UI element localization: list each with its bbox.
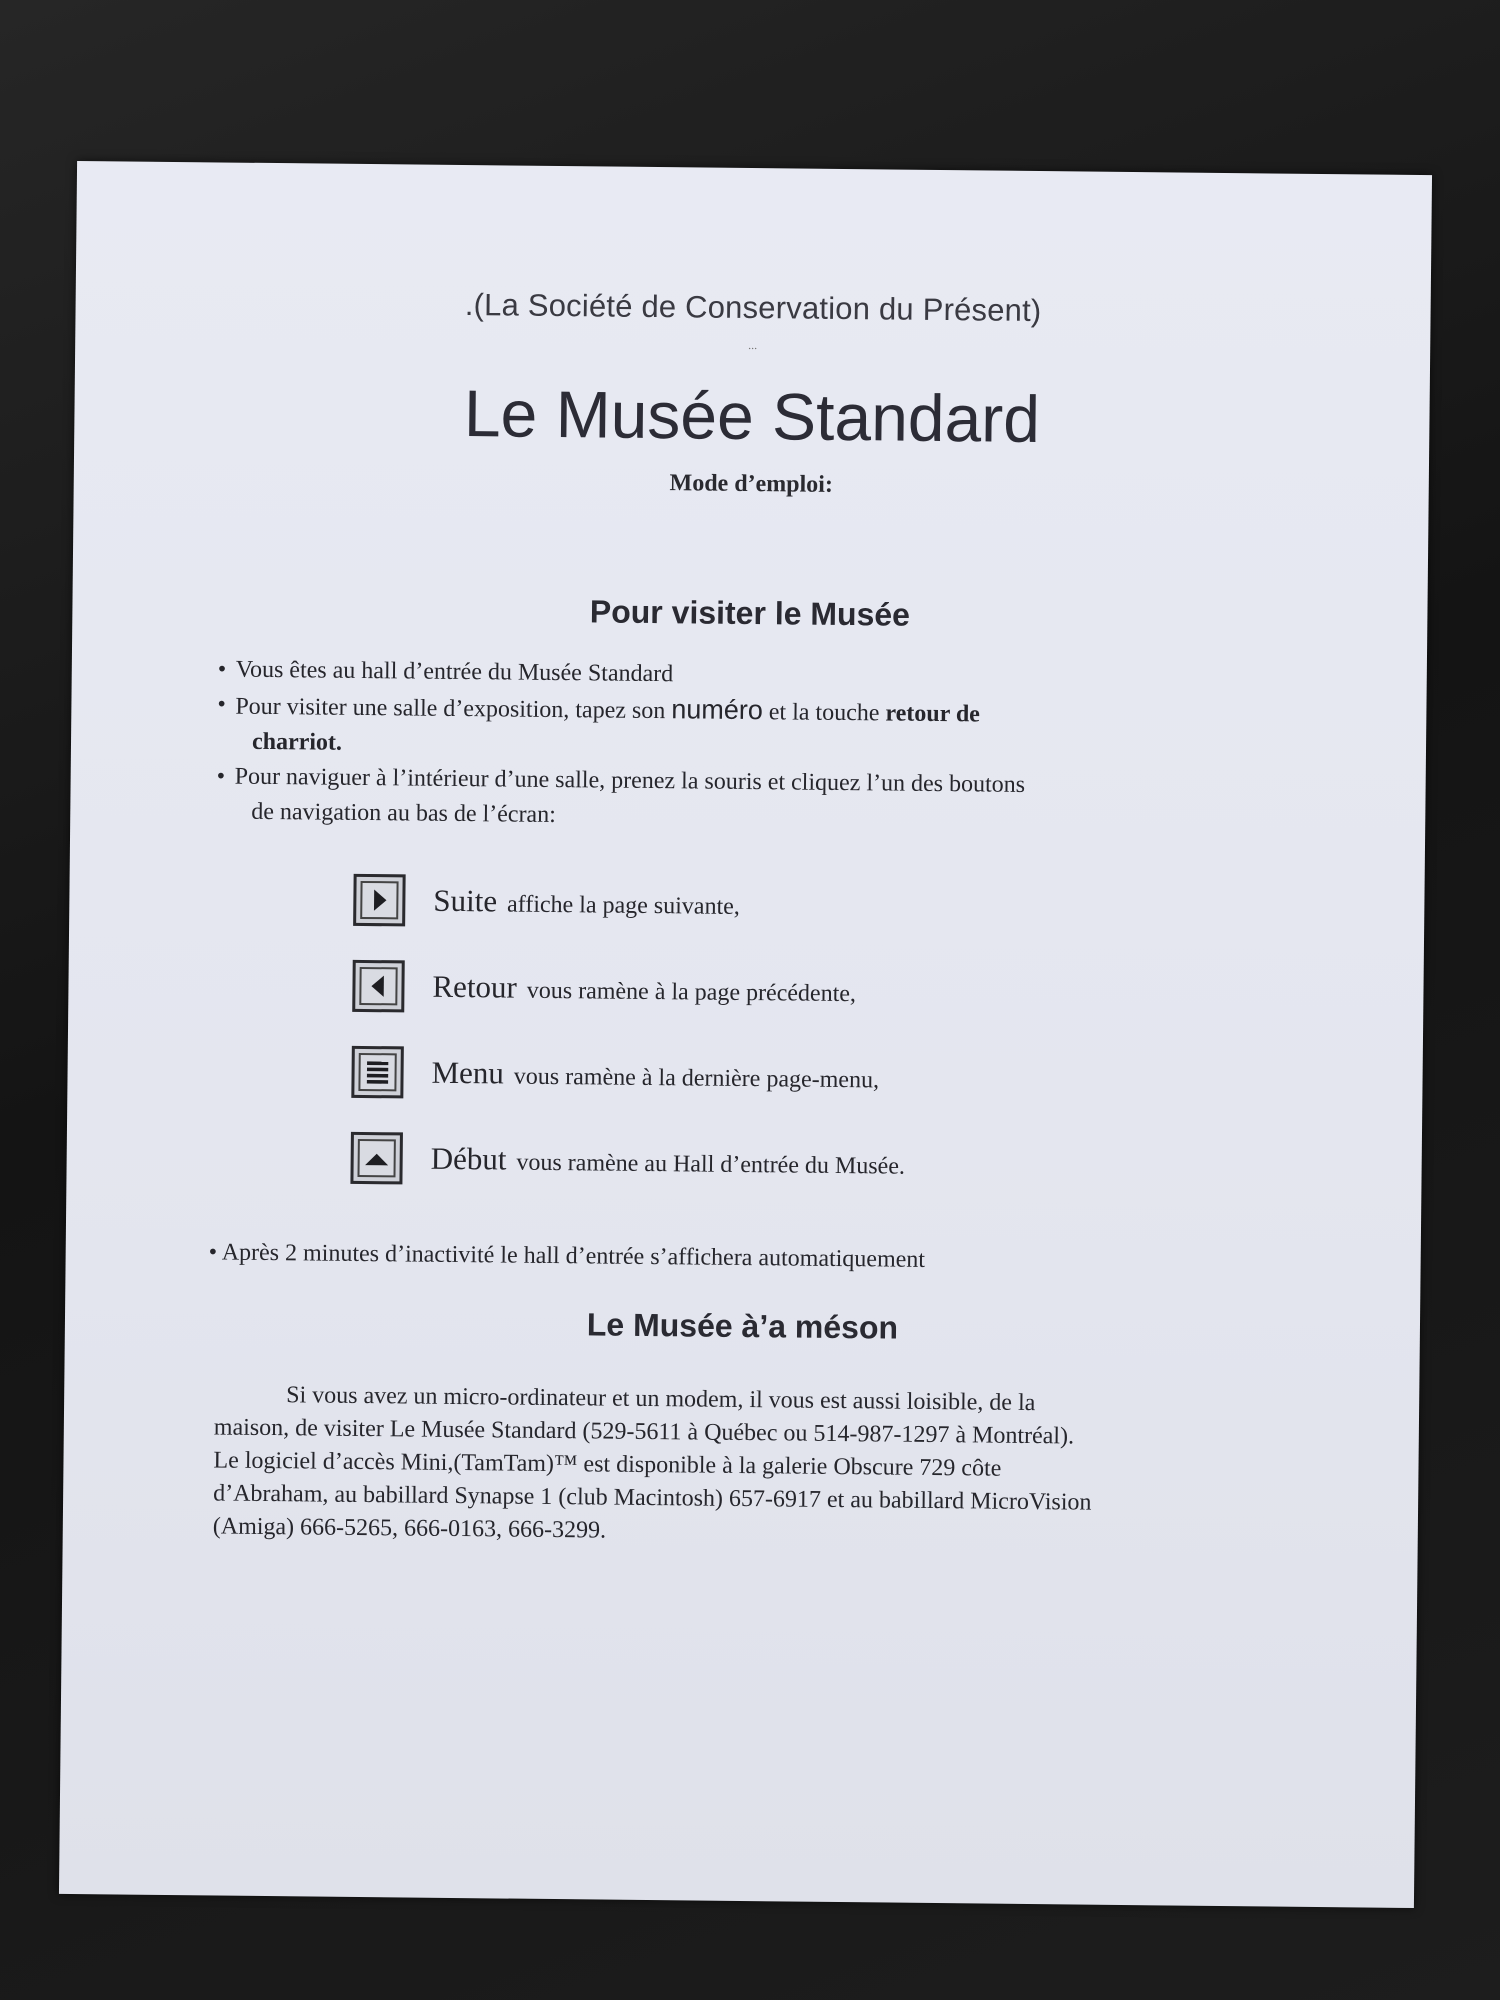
section-title-home: Le Musée à’a méson: [586, 1306, 899, 1346]
instruction-text: Pour naviguer à l’intérieur d’une salle, prenez la souris et cliquez l’un des boutons: [234, 763, 1026, 798]
instruction-text: Pour visiter une salle d’exposition, tapez son: [235, 693, 672, 725]
nav-row-debut: [350, 1127, 1111, 1197]
play-right-icon: [353, 874, 406, 927]
nav-desc: vous ramène à la page précédente,: [526, 977, 857, 1008]
nav-description: [431, 1055, 879, 1096]
paragraph-line: d’Abraham, au babillard Synapse 1 (club Macintosh) 657-6917 et au babillard MicroVision: [213, 1480, 1092, 1516]
page-subtitle: Mode d’emploi:: [669, 470, 834, 498]
home-paragraph: [213, 1378, 1177, 1553]
section-title-visit: Pour visiter le Musée: [589, 593, 911, 633]
nav-row-suite: [353, 869, 1114, 939]
nav-row-menu: [351, 1041, 1112, 1111]
nav-name: Suite: [433, 882, 498, 919]
instruction-text: et la touche: [762, 699, 886, 727]
nav-description: [432, 969, 856, 1009]
nav-desc: affiche la page suivante,: [506, 891, 740, 920]
society-name: .(La Société de Conservation du Présent): [464, 287, 1042, 329]
nav-desc: vous ramène à la dernière page-menu,: [513, 1063, 880, 1094]
play-left-icon: [352, 960, 405, 1013]
instruction-item: [217, 687, 1218, 769]
paragraph-line: Si vous avez un micro-ordinateur et un modem, il vous est aussi loisible, de la: [286, 1382, 1036, 1417]
paper-sheet: [59, 161, 1432, 1908]
nav-description: [430, 1141, 905, 1182]
paragraph-line: maison, de visiter Le Musée Standard (529-5611 à Québec ou 514-987-1297 à Montréal).: [213, 1414, 1075, 1450]
nav-row-retour: [352, 955, 1113, 1025]
instruction-item: [216, 759, 1217, 839]
paragraph-line: Le logiciel d’accès Mini,(TamTam)™ est disponible à la galerie Obscure 729 côte: [213, 1447, 1002, 1482]
instruction-list: [216, 652, 1218, 839]
instruction-bold: retour de: [885, 700, 981, 728]
nav-desc: vous ramène au Hall d’entrée du Musée.: [516, 1149, 906, 1180]
nav-name: Début: [430, 1140, 507, 1177]
instruction-emphasis: numéro: [671, 694, 764, 726]
nav-name: Retour: [432, 968, 518, 1005]
triangle-up-icon: [350, 1132, 403, 1185]
inactivity-note: • Après 2 minutes d’inactivité le hall d’entrée s’affichera automatiquement: [208, 1239, 926, 1273]
page-title: Le Musée Standard: [463, 376, 1041, 457]
nav-name: Menu: [431, 1054, 505, 1091]
instruction-text: Vous êtes au hall d’entrée du Musée Standard: [235, 656, 674, 688]
nav-description: [433, 883, 740, 922]
instruction-bold-continued: charriot.: [251, 728, 343, 756]
inactivity-text: Après 2 minutes d’inactivité le hall d’entrée s’affichera automatiquement: [221, 1239, 926, 1273]
paragraph-line: (Amiga) 666-5265, 666-0163, 666-3299.: [212, 1513, 607, 1544]
navigation-legend: [350, 869, 1114, 1221]
dots-mark: ...: [748, 337, 758, 353]
menu-lines-icon: [351, 1046, 404, 1099]
instruction-text-continued: de navigation au bas de l’écran:: [251, 798, 556, 829]
